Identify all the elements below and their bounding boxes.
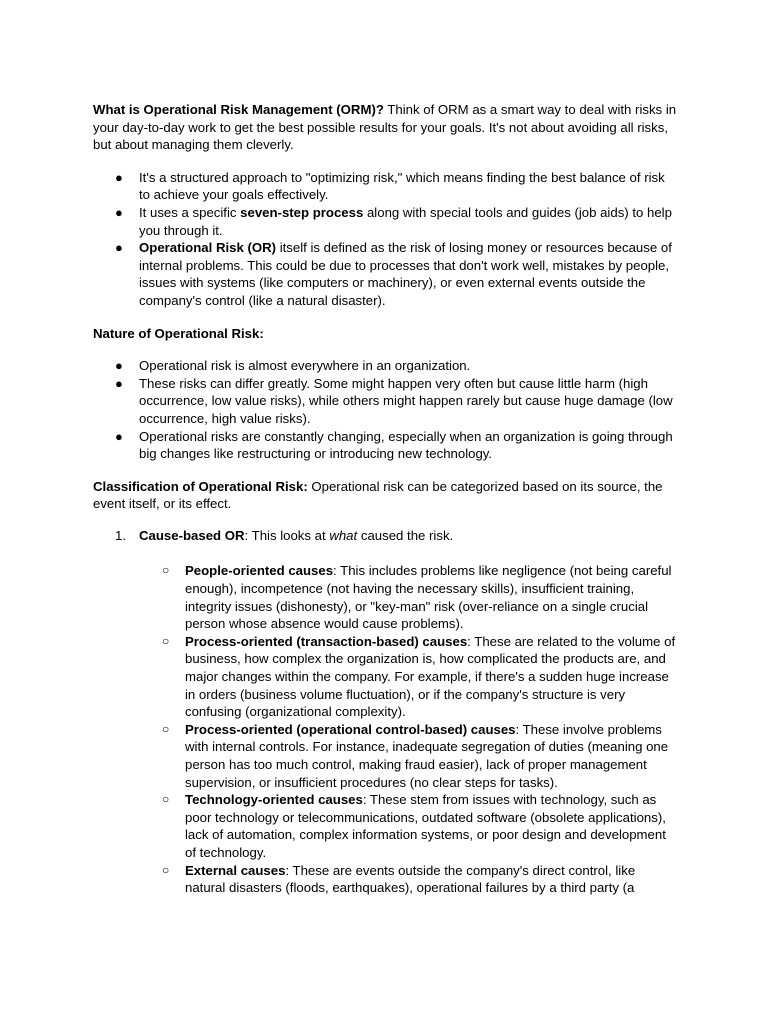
list-item: ● It's a structured approach to "optimizing risk," which means finding the best balance of risk to achieve your goals effectively. bbox=[115, 169, 665, 203]
intro-paragraph bbox=[93, 101, 678, 154]
bullet-marker: ● bbox=[115, 358, 123, 374]
sub-bullet-marker: ○ bbox=[162, 563, 170, 578]
list-item: ● Operational risk is almost everywhere in an organization. bbox=[115, 358, 471, 374]
item-number: 1. bbox=[115, 527, 126, 543]
sub-list-item: ○ Process-oriented (transaction-based) causes: These are related to the volume of business, how complex the organization is, how complicated the products are, and major changes within the company. For example, if there's a sudden huge increase in orders (business volume fluctuation), or if the company's structure is very confusing (organizational complexity). bbox=[162, 633, 676, 720]
document-body bbox=[93, 101, 678, 897]
nature-heading: Nature of Operational Risk: bbox=[93, 325, 264, 341]
cause-sub-list bbox=[162, 562, 678, 896]
numbered-item: 1. Cause-based OR: This looks at what caused the risk. ○ People-oriented causes: This includes problems like negligence (not being careful enough), incompetence (not having the necessary skills), insufficient training, integrity issues (dishonesty), or "key-man" risk (over-reliance on a single crucial person whose absence would cause problems). ○ Process-oriented (transaction-based) causes: These are related to the volume of business, how complex the organization is, how complicated the products are, and major changes within the company. For example, if there's a sudden huge increase in orders (business volume fluctuation), or if the company's structure is very confusing (organizational complexity). ○ Process-oriented (operational control-based) causes: These involve problems with internal controls. For instance, inadequate segregation of duties (meaning one person has too much control, making fraud easier), lack of proper management supervision, or insufficient procedures (no clear steps for tasks). ○ Technology-oriented causes: These stem from issues with technology, such as poor technology or telecommunications, outdated software (obsolete applications), lack of automation, complex information systems, or poor design and development of technology. ○ External causes: These are events outside the company's direct control, like natural disasters (floods, earthquakes), operational failures by a third party (a bbox=[139, 527, 678, 897]
list-item: ● Operational Risk (OR) itself is defined as the risk of losing money or resources because of internal problems. This could be due to processes that don't work well, mistakes by people, issues with systems (like computers or machinery), or even external events outside the company's control (like a natural disaster). bbox=[115, 240, 672, 308]
classification-paragraph: Classification of Operational Risk: Operational risk can be categorized based on its source, the event itself, or its effect. bbox=[93, 478, 663, 512]
classification-numbered-list bbox=[115, 527, 678, 897]
sub-bullet-marker: ○ bbox=[162, 862, 170, 877]
sub-bullet-marker: ○ bbox=[162, 792, 170, 807]
sub-bullet-marker: ○ bbox=[162, 721, 170, 736]
list-item: ● It uses a specific seven-step process along with special tools and guides (job aids) to help you through it. bbox=[115, 204, 672, 238]
intro-heading: What is Operational Risk Management (ORM)? bbox=[93, 102, 384, 117]
sub-list-item: ○ Technology-oriented causes: These stem from issues with technology, such as poor technology or telecommunications, outdated software (obsolete applications), lack of automation, complex information systems, or poor design and development of technology. bbox=[162, 792, 666, 860]
sub-bullet-marker: ○ bbox=[162, 633, 170, 648]
sub-list-item: ○ People-oriented causes: This includes problems like negligence (not being careful enough), incompetence (not having the necessary skills), insufficient training, integrity issues (dishonesty), or "key-man" risk (over-reliance on a single crucial person whose absence would cause problems). bbox=[162, 563, 672, 632]
list-item: ● These risks can differ greatly. Some might happen very often but cause little harm (high occurrence, low value risks), while others might happen rarely but cause huge damage (low occurrence, high value risks). bbox=[115, 375, 673, 426]
intro-text: Think of ORM as a smart way to deal with risks in your day-to-day work to get the best possible results for your goals. It's not about avoiding all risks, but about managing them cleverly. bbox=[93, 102, 677, 153]
list-item: ● Operational risks are constantly changing, especially when an organization is going through big changes like restructuring or introducing new technology. bbox=[115, 428, 673, 462]
bullet-marker: ● bbox=[115, 240, 123, 256]
sub-list-item: ○ Process-oriented (operational control-based) causes: These involve problems with internal controls. For instance, inadequate segregation of duties (meaning one person has too much control, making fraud easier), lack of proper management supervision, or insufficient procedures (no clear steps for tasks). bbox=[162, 721, 669, 790]
bullet-marker: ● bbox=[115, 375, 123, 391]
sub-list-item: ○ External causes: These are events outside the company's direct control, like natural disasters (floods, earthquakes), operational failures by a third party (a bbox=[162, 862, 636, 896]
nature-bullet-list bbox=[115, 357, 678, 463]
bullet-marker: ● bbox=[115, 428, 123, 444]
classification-heading: Classification of Operational Risk: bbox=[93, 478, 308, 494]
intro-bullet-list bbox=[115, 169, 678, 310]
bullet-marker: ● bbox=[115, 169, 123, 185]
bullet-marker: ● bbox=[115, 204, 123, 220]
